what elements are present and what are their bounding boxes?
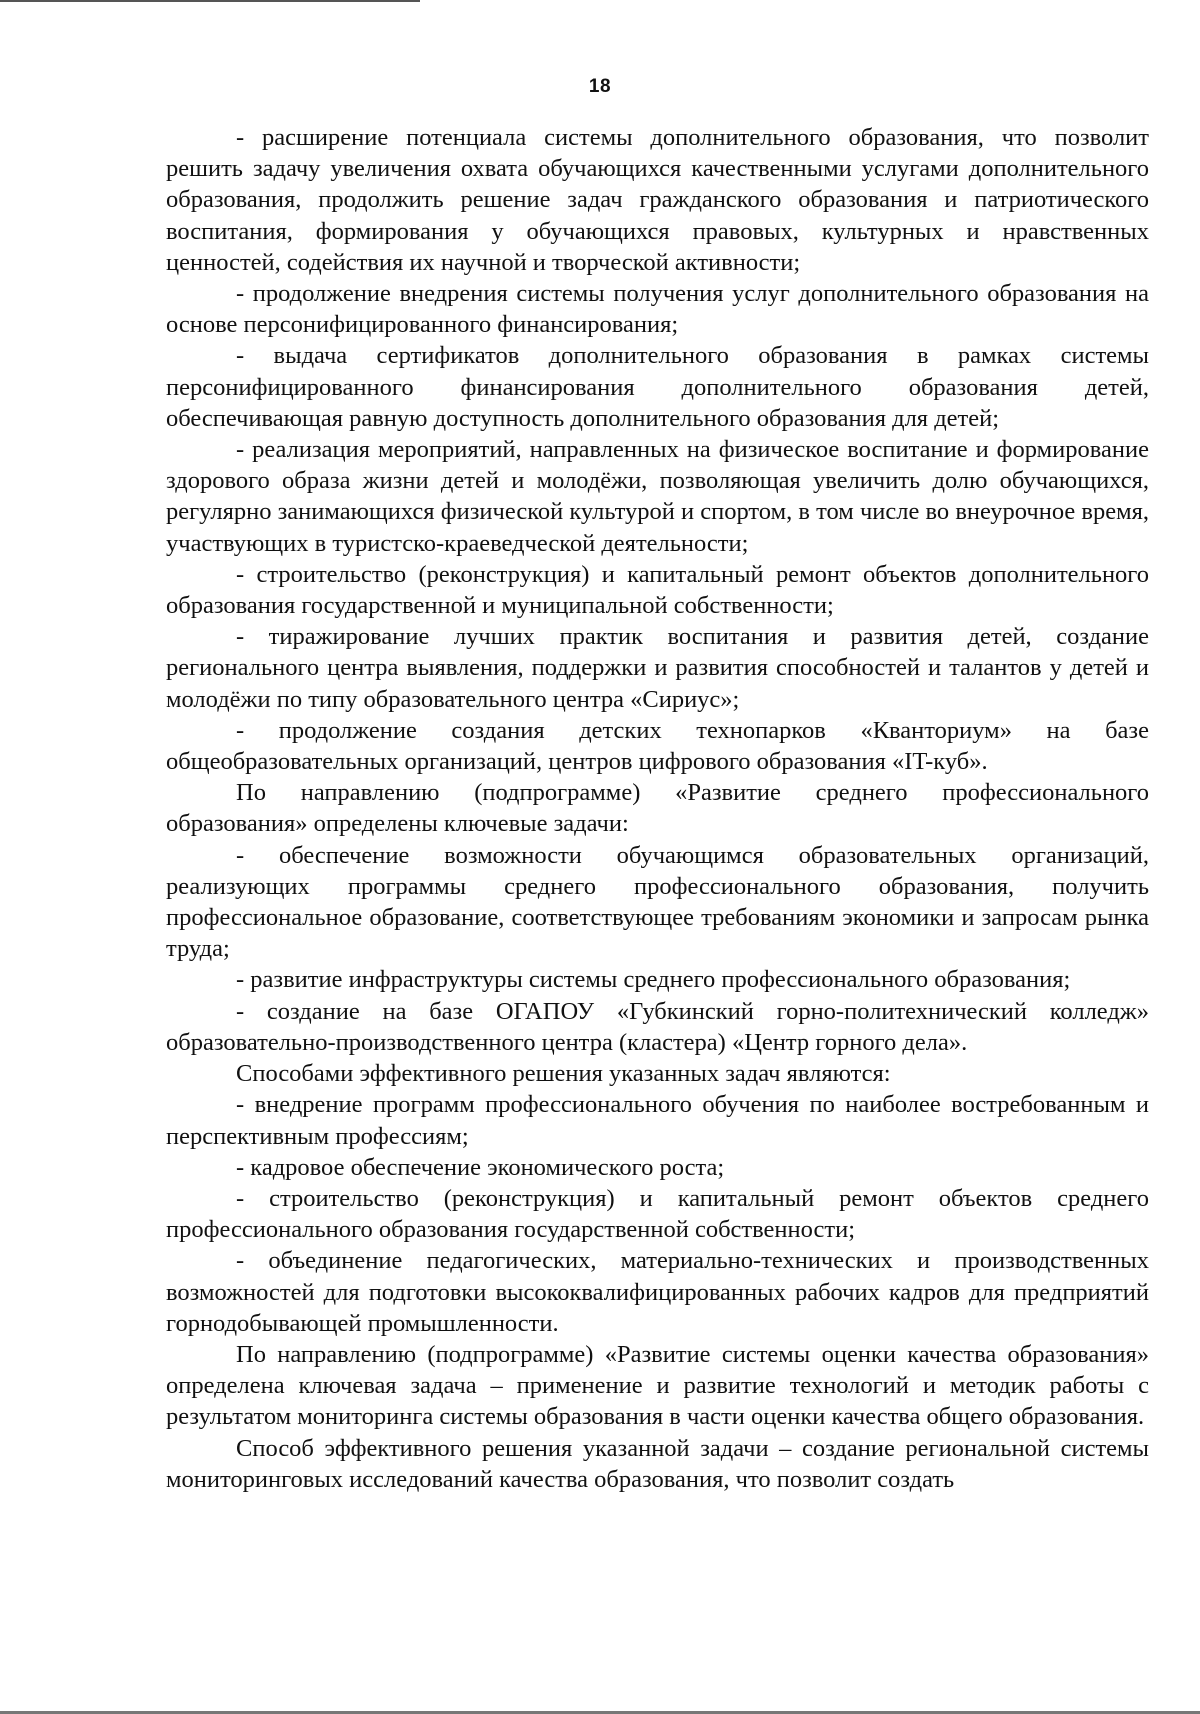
paragraph: Способами эффективного решения указанных задач являются: — [236, 1060, 891, 1088]
paragraph: - объединение педагогических, материально-технических и производственных возможностей для подготовки высококвалифицированных рабочих кадров для предприятий горнодобывающей промышленности. — [166, 1247, 1149, 1337]
paragraph: - продолжение создания детских технопарков «Кванториум» на базе общеобразовательных организаций, центров цифрового образования «IT-куб». — [166, 716, 1149, 776]
paragraph: - реализация мероприятий, направленных на физическое воспитание и формирование здорового образа жизни детей и молодёжи, позволяющая увеличить долю обучающихся, регулярно занимающихся физической культурой и спортом, в том числе во внеурочное время, участвующих в туристско-краеведческой деятельности; — [166, 436, 1149, 557]
paragraph: По направлению (подпрограмме) «Развитие системы оценки качества образования» определена ключевая задача – применение и развитие технологий и методик работы с результатом мониторинга системы образования в части оценки качества общего образования. — [166, 1340, 1149, 1431]
document-body — [166, 122, 1149, 1495]
paragraph: - выдача сертификатов дополнительного образования в рамках системы персонифицированного финансирования дополнительного образования детей, обеспечивающая равную доступность дополнительного образования для детей; — [166, 342, 1149, 432]
paragraph: - продолжение внедрения системы получения услуг дополнительного образования на основе персонифицированного финансирования; — [166, 280, 1149, 339]
page-number: 18 — [588, 76, 612, 97]
paragraph: - развитие инфраструктуры системы среднего профессионального образования; — [236, 966, 1071, 994]
paragraph: По направлению (подпрограмме) «Развитие среднего профессионального образования» определены ключевые задачи: — [166, 779, 1149, 838]
paragraph: - создание на базе ОГАПОУ «Губкинский горно-политехнический колледж» образовательно-производственного центра (кластера) «Центр горного дела». — [166, 997, 1149, 1056]
paragraph: - обеспечение возможности обучающимся образовательных организаций, реализующих программы среднего профессионального образования, получить профессиональное образование, соответствующее требованиям экономики и запросам рынка труда; — [166, 841, 1149, 963]
paragraph: - тиражирование лучших практик воспитания и развития детей, создание регионального центра выявления, поддержки и развития способностей и талантов у детей и молодёжи по типу образовательного центра «Сириус»; — [166, 623, 1149, 713]
paragraph: - кадровое обеспечение экономического роста; — [236, 1153, 725, 1181]
paragraph: - внедрение программ профессионального обучения по наиболее востребованным и перспективным профессиям; — [166, 1091, 1149, 1150]
scan-edge-top — [0, 0, 420, 2]
paragraph: - расширение потенциала системы дополнительного образования, что позволит решить задачу увеличения охвата обучающихся качественными услугами дополнительного образования, продолжить решение задач гражданского образования и патриотического воспитания, формирования у обучающихся правовых, культурных и нравственных ценностей, содействия их научной и творческой активности; — [166, 124, 1149, 276]
paragraph: - строительство (реконструкция) и капитальный ремонт объектов дополнительного образования государственной и муниципальной собственности; — [166, 560, 1149, 620]
paragraph: - строительство (реконструкция) и капитальный ремонт объектов среднего профессионального образования государственной собственности; — [166, 1184, 1149, 1244]
paragraph: Способ эффективного решения указанной задачи – создание региональной системы мониторинговых исследований качества образования, что позволит создать — [166, 1434, 1149, 1493]
